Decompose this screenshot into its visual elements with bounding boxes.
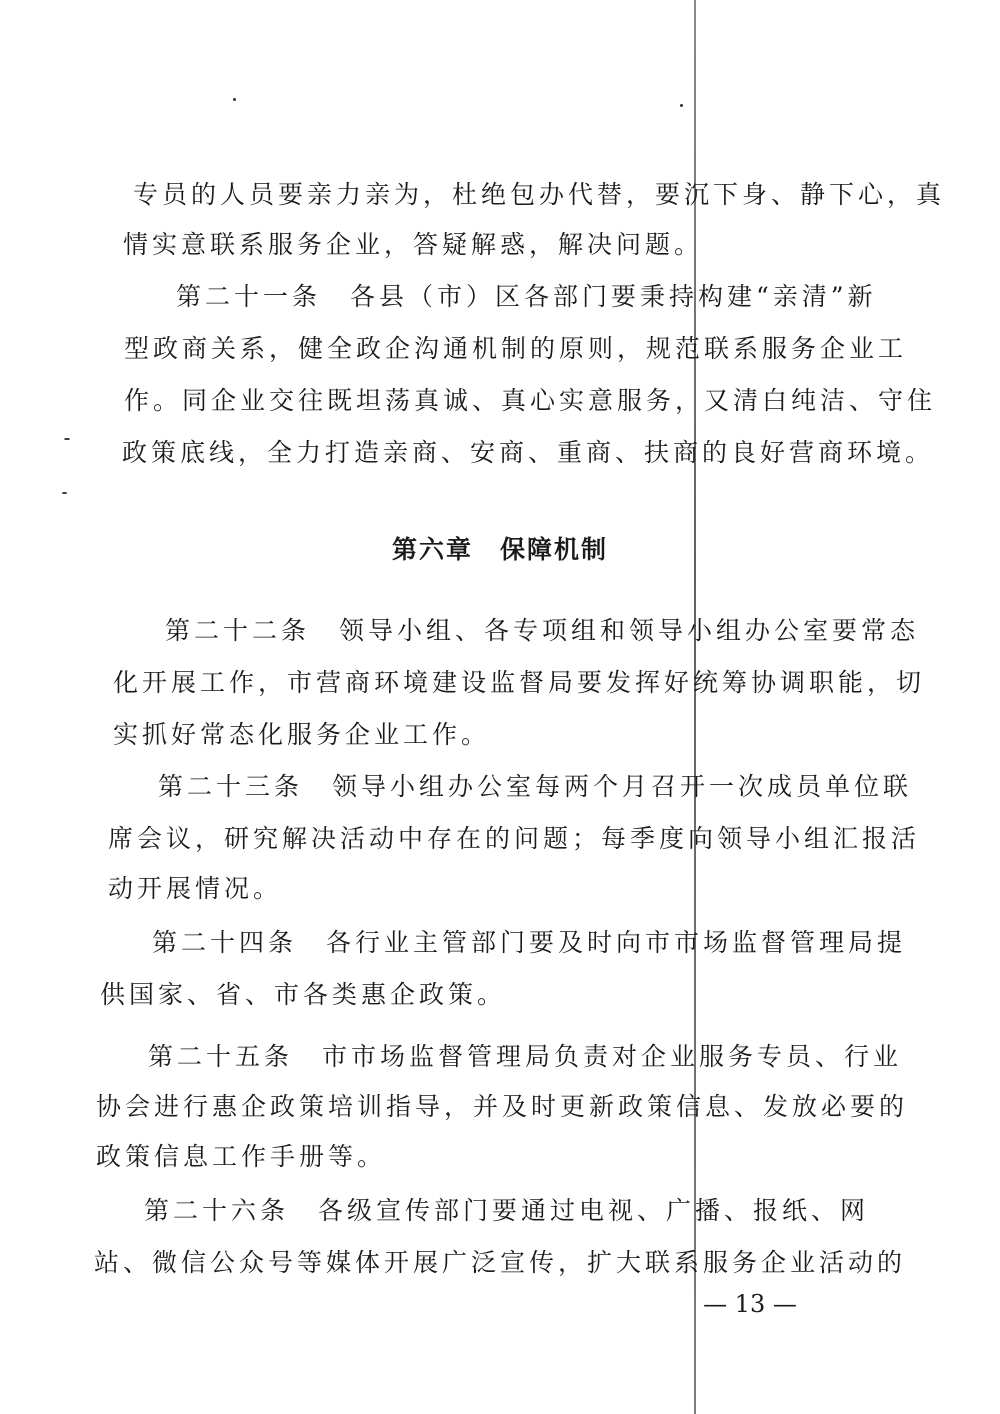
scan-speck — [62, 492, 67, 494]
text-line: 动开展情况。 — [108, 874, 283, 903]
text-line: 第二十二条 领导小组、各专项组和领导小组办公室要常态 — [165, 616, 920, 645]
page-number: — 13 — — [703, 1290, 797, 1318]
text-line: 第二十一条 各县（市）区各部门要秉持构建“亲清”新 — [176, 282, 877, 311]
scan-speck — [680, 104, 683, 107]
text-line: 第二十四条 各行业主管部门要及时向市市场监督管理局提 — [152, 928, 907, 957]
text-line: 政策底线，全力打造亲商、安商、重商、扶商的良好营商环境。 — [122, 438, 935, 467]
scan-speck — [233, 98, 236, 101]
text-line: 情实意联系服务企业，答疑解惑，解决问题。 — [123, 230, 704, 259]
text-line: 专员的人员要亲力亲为，杜绝包办代替，要沉下身、静下心，真 — [133, 180, 946, 209]
text-line: 协会进行惠企政策培训指导，并及时更新政策信息、发放必要的 — [96, 1092, 909, 1121]
text-line: 第二十六条 各级宣传部门要通过电视、广播、报纸、网 — [144, 1196, 870, 1225]
chapter-heading: 第六章 保障机制 — [391, 535, 608, 564]
text-line: 实抓好常态化服务企业工作。 — [113, 720, 491, 749]
scan-speck — [64, 438, 70, 440]
text-line: 作。同企业交往既坦荡真诚、真心实意服务，又清白纯洁、守住 — [124, 386, 937, 415]
text-line: 化开展工作，市营商环境建设监督局要发挥好统筹协调职能，切 — [113, 668, 926, 697]
text-line: 第二十三条 领导小组办公室每两个月召开一次成员单位联 — [158, 772, 913, 801]
text-line: 政策信息工作手册等。 — [96, 1142, 387, 1171]
text-line: 型政商关系，健全政企沟通机制的原则，规范联系服务企业工 — [124, 334, 908, 363]
text-line: 站、微信公众号等媒体开展广泛宣传，扩大联系服务企业活动的 — [94, 1248, 907, 1277]
text-line: 第二十五条 市市场监督管理局负责对企业服务专员、行业 — [148, 1042, 903, 1071]
text-line: 席会议，研究解决活动中存在的问题；每季度向领导小组汇报活 — [108, 824, 921, 853]
text-line: 供国家、省、市各类惠企政策。 — [100, 980, 507, 1009]
